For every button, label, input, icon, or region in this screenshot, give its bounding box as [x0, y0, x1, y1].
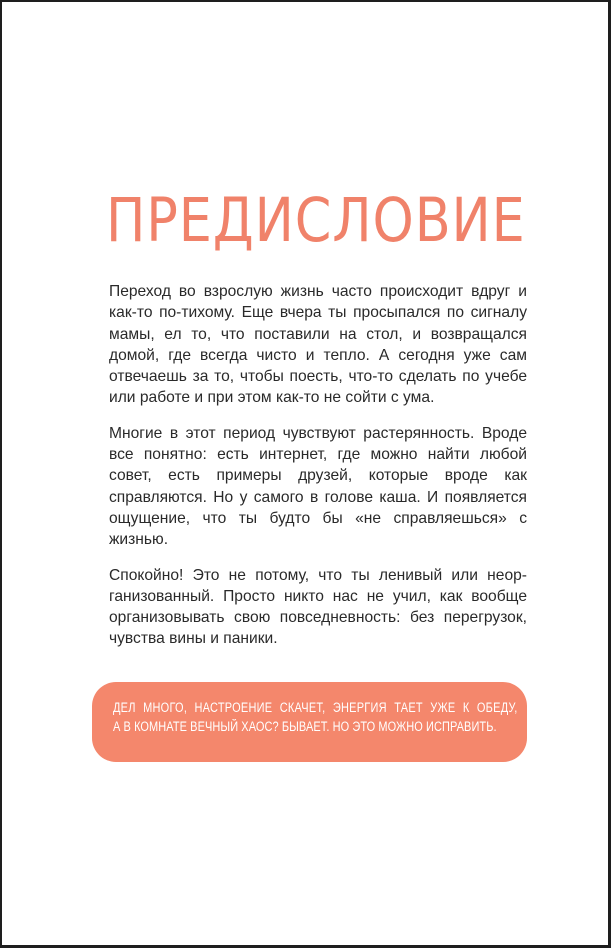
callout-box [92, 682, 527, 762]
paragraph-2: Многие в этот период чувствуют растерянность. Вроде все понятно: есть интернет, где можно найти любой совет, есть примеры друзей, которые вроде как справляются. Но у самого в голове каша. И появляется ощущение, что ты будто бы «не справляешься» с жизнью. [109, 424, 527, 549]
callout-line-1: ДЕЛ МНОГО, НАСТРОЕНИЕ СКАЧЕТ, ЭНЕРГИЯ ТАЕТ УЖЕ К ОБЕДУ, [113, 700, 518, 715]
paragraph-3: Спокойно! Это не потому, что ты ленивый или неорганизованный. Просто никто нас не учил, как вообще организовывать свою повседневность: без перегрузок, чувства вины и паники. [109, 566, 527, 648]
callout-line-2: А В КОМНАТЕ ВЕЧНЫЙ ХАОС? БЫВАЕТ. НО ЭТО МОЖНО ИСПРАВИТЬ. [113, 719, 497, 734]
page-title: ПРЕДИСЛОВИЕ [106, 185, 526, 256]
paragraph-1: Переход во взрослую жизнь часто происходит вдруг и как-то по-тихому. Еще вчера ты просыпался по сигналу мамы, ел то, что поставили на стол, и возвращался домой, где всегда чисто и тепло. А сегодня уже сам отвечаешь за то, чтобы поесть, что-то сделать по учебе или работе и при этом как-то не сойти с ума. [109, 283, 527, 407]
body-text [109, 281, 527, 664]
